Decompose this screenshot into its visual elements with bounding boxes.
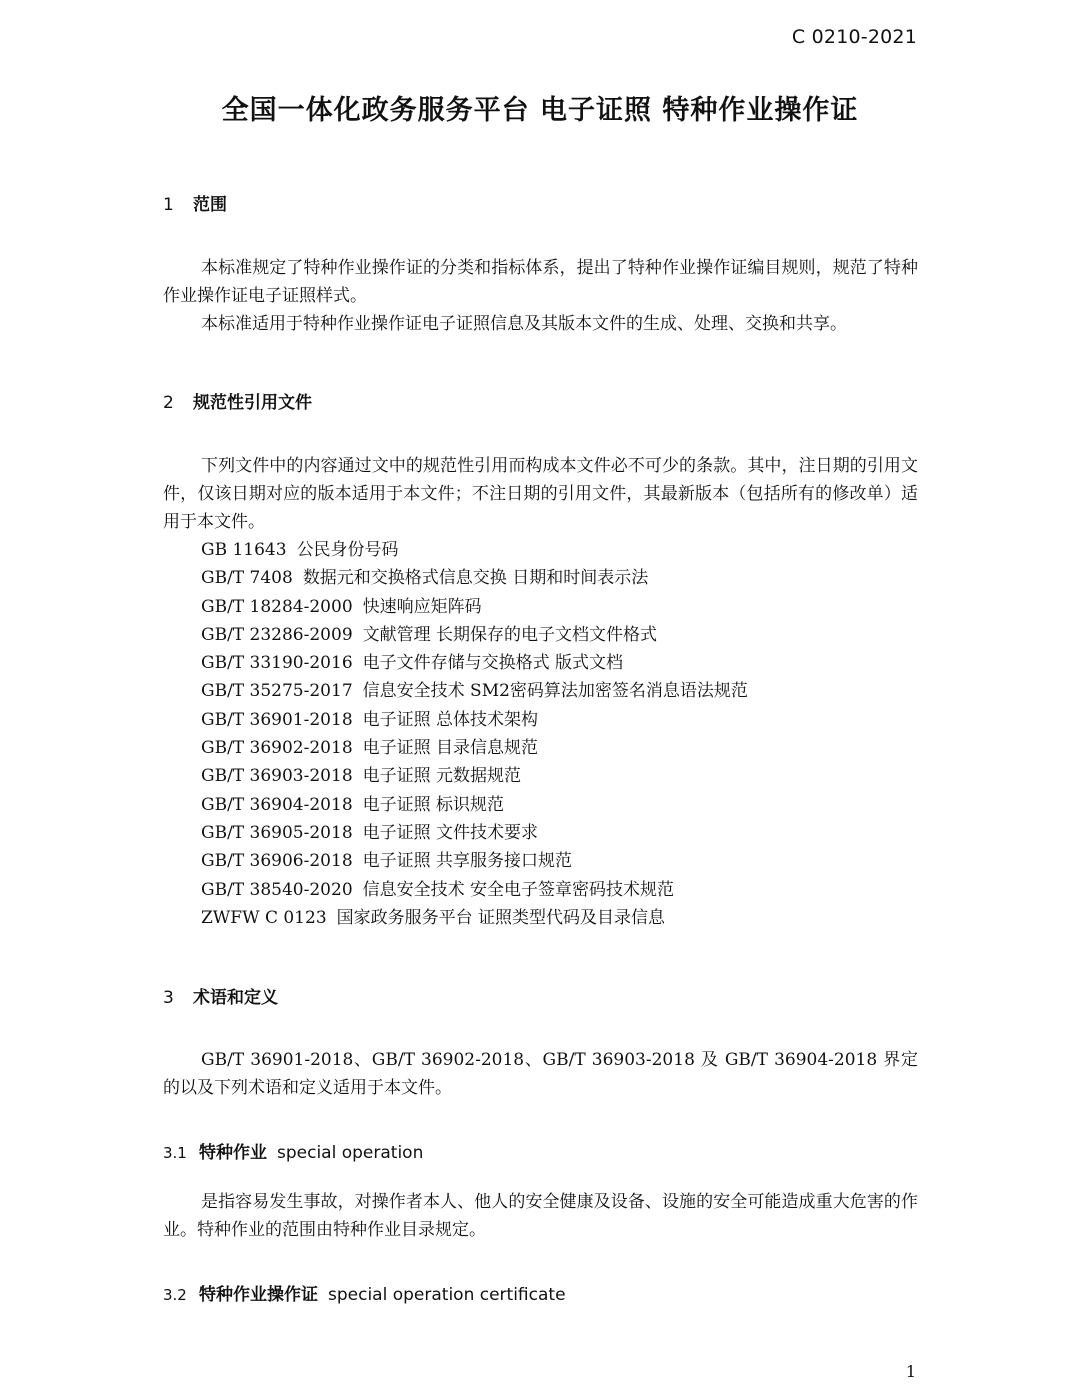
section-title: 规范性引用文件 xyxy=(193,393,312,413)
section-1-heading xyxy=(163,190,227,215)
term-number: 3.2 xyxy=(163,1286,187,1304)
reference-item xyxy=(201,819,748,847)
reference-name: 电子证照 文件技术要求 xyxy=(362,822,539,843)
reference-code: GB 11643 xyxy=(201,540,287,560)
reference-item xyxy=(201,762,748,790)
section-title: 范围 xyxy=(193,195,227,215)
references-intro: 下列文件中的内容通过文中的规范性引用而构成本文件必不可少的条款。其中，注日期的引用文件，仅该日期对应的版本适用于本文件；不注日期的引用文件，其最新版本（包括所有的修改单）适用于本文件。 xyxy=(163,456,918,532)
section-number: 3 xyxy=(163,988,174,1008)
reference-name: 电子证照 总体技术架构 xyxy=(362,709,539,730)
reference-code: GB/T 36906-2018 xyxy=(201,851,353,872)
reference-name: 电子证照 目录信息规范 xyxy=(362,738,539,759)
term-3-1-heading xyxy=(163,1138,423,1163)
reference-name: 电子证照 元数据规范 xyxy=(362,766,522,787)
reference-name: 电子证照 标识规范 xyxy=(362,794,505,815)
reference-item xyxy=(201,876,748,904)
section-number: 1 xyxy=(163,195,174,215)
reference-name: 信息安全技术 安全电子签章密码技术规范 xyxy=(362,879,675,900)
section-3-heading xyxy=(163,983,278,1008)
term-name-zh: 特种作业操作证 xyxy=(199,1285,318,1305)
reference-item xyxy=(201,649,748,677)
section-number: 2 xyxy=(163,393,174,413)
reference-code: ZWFW C 0123 xyxy=(201,907,327,928)
reference-item xyxy=(201,677,748,705)
reference-list xyxy=(201,536,748,932)
reference-code: GB/T 35275-2017 xyxy=(201,681,353,702)
document-title: 全国一体化政务服务平台 电子证照 特种作业操作证 xyxy=(221,95,859,126)
reference-code: GB/T 36904-2018 xyxy=(201,794,353,815)
reference-code: GB/T 18284-2000 xyxy=(201,596,353,617)
reference-item xyxy=(201,536,748,564)
reference-code: GB/T 36903-2018 xyxy=(201,766,353,787)
reference-item xyxy=(201,734,748,762)
reference-code: GB/T 36905-2018 xyxy=(201,822,353,843)
section-2-heading xyxy=(163,388,312,413)
term-3-1-definition: 是指容易发生事故，对操作者本人、他人的安全健康及设备、设施的安全可能造成重大危害的作业。特种作业的范围由特种作业目录规定。 xyxy=(163,1192,918,1240)
term-3-2-heading xyxy=(163,1280,566,1305)
term-number: 3.1 xyxy=(163,1144,187,1162)
reference-item xyxy=(201,791,748,819)
term-name-en: special operation certificate xyxy=(328,1285,566,1305)
term-name-zh: 特种作业 xyxy=(199,1143,267,1163)
reference-name: 电子文件存储与交换格式 版式文档 xyxy=(362,653,624,674)
reference-code: GB/T 7408 xyxy=(201,568,293,589)
reference-code: GB/T 38540-2020 xyxy=(201,879,353,900)
reference-item xyxy=(201,904,748,932)
scope-paragraph-2: 本标准适用于特种作业操作证电子证照信息及其版本文件的生成、处理、交换和共享。 xyxy=(201,314,847,334)
reference-code: GB/T 36902-2018 xyxy=(201,738,353,759)
reference-name: 电子证照 共享服务接口规范 xyxy=(362,851,573,872)
reference-name: 国家政务服务平台 证照类型代码及目录信息 xyxy=(336,907,666,928)
scope-paragraph-1: 本标准规定了特种作业操作证的分类和指标体系，提出了特种作业操作证编目规则，规范了特种作业操作证电子证照样式。 xyxy=(163,258,918,306)
page-number: 1 xyxy=(905,1362,916,1381)
document-code: C 0210-2021 xyxy=(791,26,917,48)
reference-item xyxy=(201,564,748,592)
reference-name: 信息安全技术 SM2密码算法加密签名消息语法规范 xyxy=(362,681,748,702)
term-name-en: special operation xyxy=(277,1143,424,1163)
reference-item xyxy=(201,593,748,621)
reference-item xyxy=(201,621,748,649)
reference-name: 快速响应矩阵码 xyxy=(362,596,482,617)
reference-item xyxy=(201,847,748,875)
reference-name: 数据元和交换格式信息交换 日期和时间表示法 xyxy=(302,568,649,589)
terms-intro: GB/T 36901-2018、GB/T 36902-2018、GB/T 36903-2018 及 GB/T 36904-2018 界定的以及下列术语和定义适用于本文件。 xyxy=(163,1050,918,1098)
reference-name: 公民身份号码 xyxy=(296,540,399,560)
section-title: 术语和定义 xyxy=(193,988,278,1008)
reference-code: GB/T 33190-2016 xyxy=(201,653,353,674)
reference-code: GB/T 36901-2018 xyxy=(201,709,353,730)
reference-code: GB/T 23286-2009 xyxy=(201,624,353,645)
reference-item xyxy=(201,706,748,734)
reference-name: 文献管理 长期保存的电子文档文件格式 xyxy=(362,624,658,645)
